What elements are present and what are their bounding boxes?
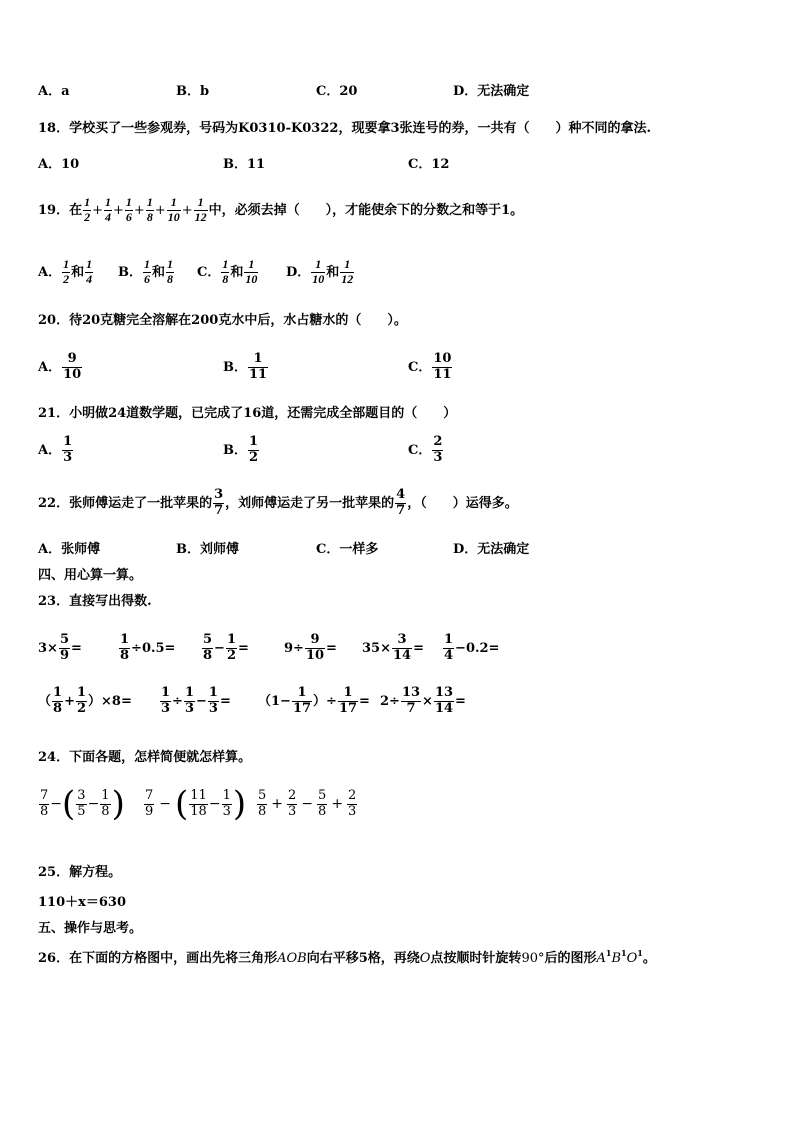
q18-option-b: B．11 (223, 157, 266, 172)
q22-option-c: C．一样多 (316, 542, 379, 557)
q20-text: 20．待20克糖完全溶解在200克水中后，水占糖水的（ ）。 (38, 313, 407, 328)
q23-expr-2: $\frac{1}{8}$ ÷0.5= (120, 632, 176, 663)
q24-expr-1: $\frac{7}{8}$ − ( $\frac{3}{5}$ − $\frac{1}{8}$ ) (40, 784, 125, 824)
q18-text: 18．学校买了一些参观券，号码为K0310-K0322，现要拿3张连号的券，一共有（ ）种不同的拿法. (38, 121, 652, 136)
q19-option-d: D． $\frac{1}{10}$ 和 $\frac{1}{12}$ (286, 257, 354, 286)
q19-term: $\frac{1}{8}$ (146, 195, 153, 224)
q22-option-a: A．张师傅 (38, 542, 101, 557)
q21-option-c: C． $\frac{2}{3}$ (408, 434, 443, 465)
q21-text: 21．小明做24道数学题，已完成了16道，还需完成全部题目的（ ） (38, 406, 457, 421)
q19-option-a: A． $\frac{1}{2}$ 和 $\frac{1}{4}$ (38, 257, 93, 286)
section-4-heading: 四、用心算一算。 (38, 568, 143, 583)
q20-option-c: C． $\frac{10}{11}$ (408, 351, 452, 382)
q19-option-b: B． $\frac{1}{6}$ 和 $\frac{1}{8}$ (118, 257, 174, 286)
q17-option-a: A．a (38, 84, 70, 99)
q23-expr-7: （ $\frac{1}{8}$ + $\frac{1}{2}$ ）×8= (38, 685, 132, 716)
q23-expr-3: $\frac{5}{8}$ − $\frac{1}{2}$ = (203, 632, 249, 663)
q20-option-b: B． $\frac{1}{11}$ (223, 351, 268, 382)
q23-expr-8: $\frac{1}{3}$ ÷ $\frac{1}{3}$ − $\frac{1}{3}$ = (161, 685, 231, 716)
q26-text: 26．在下面的方格图中，画出先将三角形AOB向右平移5格，再绕O点按顺时针旋转90°后的图形$A^1B^1O^1$。 (38, 948, 656, 966)
q22-text: 22．张师傅运走了一批苹果的 $\frac{3}{7}$ ，刘师傅运走了另一批苹果的 $\frac{4}{7}$ ，（ ）运得多。 (38, 487, 518, 518)
q19-term: $\frac{1}{10}$ (167, 195, 180, 224)
q19-text: 19．在 $\frac{1}{2}$ + $\frac{1}{4}$ + $\frac{1}{6}$ + $\frac{1}{8}$ + $\frac{1}{10}$ + $\frac{1}{12}$ 中，必须去掉（ ），才能使余下的分数之和等于1。 (38, 195, 524, 224)
q18-option-c: C．12 (408, 157, 450, 172)
q24-expr-3: $\frac{5}{8}$ + $\frac{2}{3}$ − $\frac{5}{8}$ + $\frac{2}{3}$ (258, 788, 357, 819)
q19-term: $\frac{1}{4}$ (105, 195, 111, 224)
q19-option-c: C． $\frac{1}{8}$ 和 $\frac{1}{10}$ (197, 257, 258, 286)
q22-option-d: D．无法确定 (453, 542, 530, 557)
q19-term: $\frac{1}{12}$ (194, 195, 207, 224)
q19-term: $\frac{1}{2}$ (84, 195, 91, 224)
q17-option-b: B．b (176, 84, 210, 99)
q23-expr-10: 2÷ $\frac{13}{7}$ × $\frac{13}{14}$ = (380, 685, 466, 716)
q22-option-b: B．刘师傅 (176, 542, 239, 557)
q23-expr-1: 3× $\frac{5}{9}$ = (38, 632, 82, 663)
q17-option-c: C．20 (316, 84, 358, 99)
q23-title: 23．直接写出得数. (38, 594, 152, 609)
section-5-heading: 五、操作与思考。 (38, 921, 143, 936)
q19-term: $\frac{1}{6}$ (125, 195, 132, 224)
q24-expr-2: $\frac{7}{9}$ − ( $\frac{11}{18}$ − $\frac{1}{3}$ ) (145, 784, 247, 824)
q18-option-a: A．10 (38, 157, 80, 172)
q21-option-b: B． $\frac{1}{2}$ (223, 434, 259, 465)
q23-expr-5: 35× $\frac{3}{14}$ = (362, 632, 424, 663)
q23-expr-6: $\frac{1}{4}$ −0.2= (444, 632, 500, 663)
q17-option-d: D．无法确定 (453, 84, 530, 99)
q24-title: 24．下面各题，怎样简便就怎样算。 (38, 750, 252, 765)
q23-expr-4: 9÷ $\frac{9}{10}$ = (284, 632, 337, 663)
q20-option-a: A． $\frac{9}{10}$ (38, 351, 82, 382)
q25-equation: 110＋x＝630 (38, 895, 127, 910)
q21-option-a: A． $\frac{1}{3}$ (38, 434, 73, 465)
q23-expr-9: （1− $\frac{1}{17}$ ）÷ $\frac{1}{17}$ = (258, 685, 370, 716)
q25-title: 25．解方程。 (38, 865, 122, 880)
